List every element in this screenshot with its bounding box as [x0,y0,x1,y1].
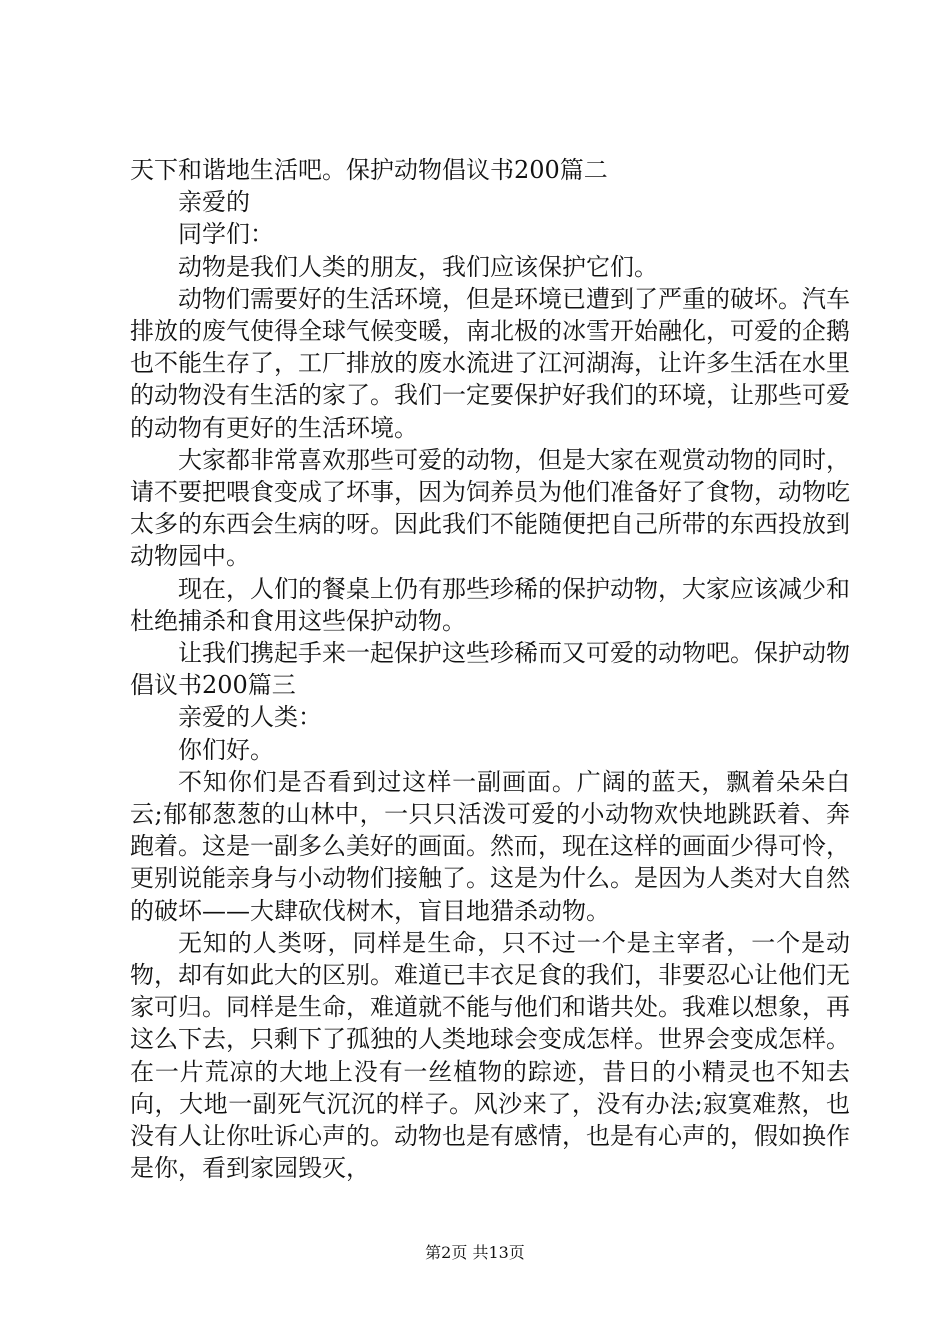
paragraph-10: 你们好。 [178,735,274,764]
paragraph-2: 亲爱的 [178,188,250,217]
page-footer [0,1243,950,1263]
paragraph-8: 让我们携起手来一起保护这些珍稀而又可爱的动物吧。保护动物倡议书200篇三 [130,639,850,700]
document-body [130,154,850,1185]
paragraph-12: 无知的人类呀，同样是生命，只不过一个是主宰者，一个是动物，却有如此大的区别。难道已丰衣足食的我们，非要忍心让他们无家可归。同样是生命，难道就不能与他们和谐共处。我难以想象，再这么下去，只剩下了孤独的人类地球会变成怎样。世界会变成怎样。在一片荒凉的大地上没有一丝植物的踪迹，昔日的小精灵也不知去向，大地一副死气沉沉的样子。风沙来了，没有办法;寂寞难熬，也没有人让你吐诉心声的。动物也是有感情，也是有心声的，假如换作是你，看到家园毁灭， [130,928,850,1183]
page-number-label: 第2页 共13页 [425,1243,525,1262]
paragraph-1: 天下和谐地生活吧。保护动物倡议书200篇二 [130,156,608,184]
paragraph-9: 亲爱的人类： [178,703,322,732]
paragraph-6: 大家都非常喜欢那些可爱的动物，但是大家在观赏动物的同时，请不要把喂食变成了坏事，因为饲养员为他们准备好了食物，动物吃太多的东西会生病的呀。因此我们不能随便把自己所带的东西投放到动物园中。 [130,445,850,571]
paragraph-5: 动物们需要好的生活环境，但是环境已遭到了严重的破坏。汽车排放的废气使得全球气候变暖，南北极的冰雪开始融化，可爱的企鹅也不能生存了，工厂排放的废水流进了江河湖海，让许多生活在水里的动物没有生活的家了。我们一定要保护好我们的环境，让那些可爱的动物有更好的生活环境。 [130,284,850,442]
paragraph-4: 动物是我们人类的朋友，我们应该保护它们。 [178,252,658,281]
paragraph-3: 同学们： [178,220,274,249]
paragraph-11: 不知你们是否看到过这样一副画面。广阔的蓝天，飘着朵朵白云;郁郁葱葱的山林中，一只只活泼可爱的小动物欢快地跳跃着、奔跑着。这是一副多么美好的画面。然而，现在这样的画面少得可怜，更别说能亲身与小动物们接触了。这是为什么。是因为人类对大自然的破坏——大肆砍伐树木，盲目地猎杀动物。 [130,767,850,925]
paragraph-7: 现在，人们的餐桌上仍有那些珍稀的保护动物，大家应该减少和杜绝捕杀和食用这些保护动物。 [130,574,850,635]
